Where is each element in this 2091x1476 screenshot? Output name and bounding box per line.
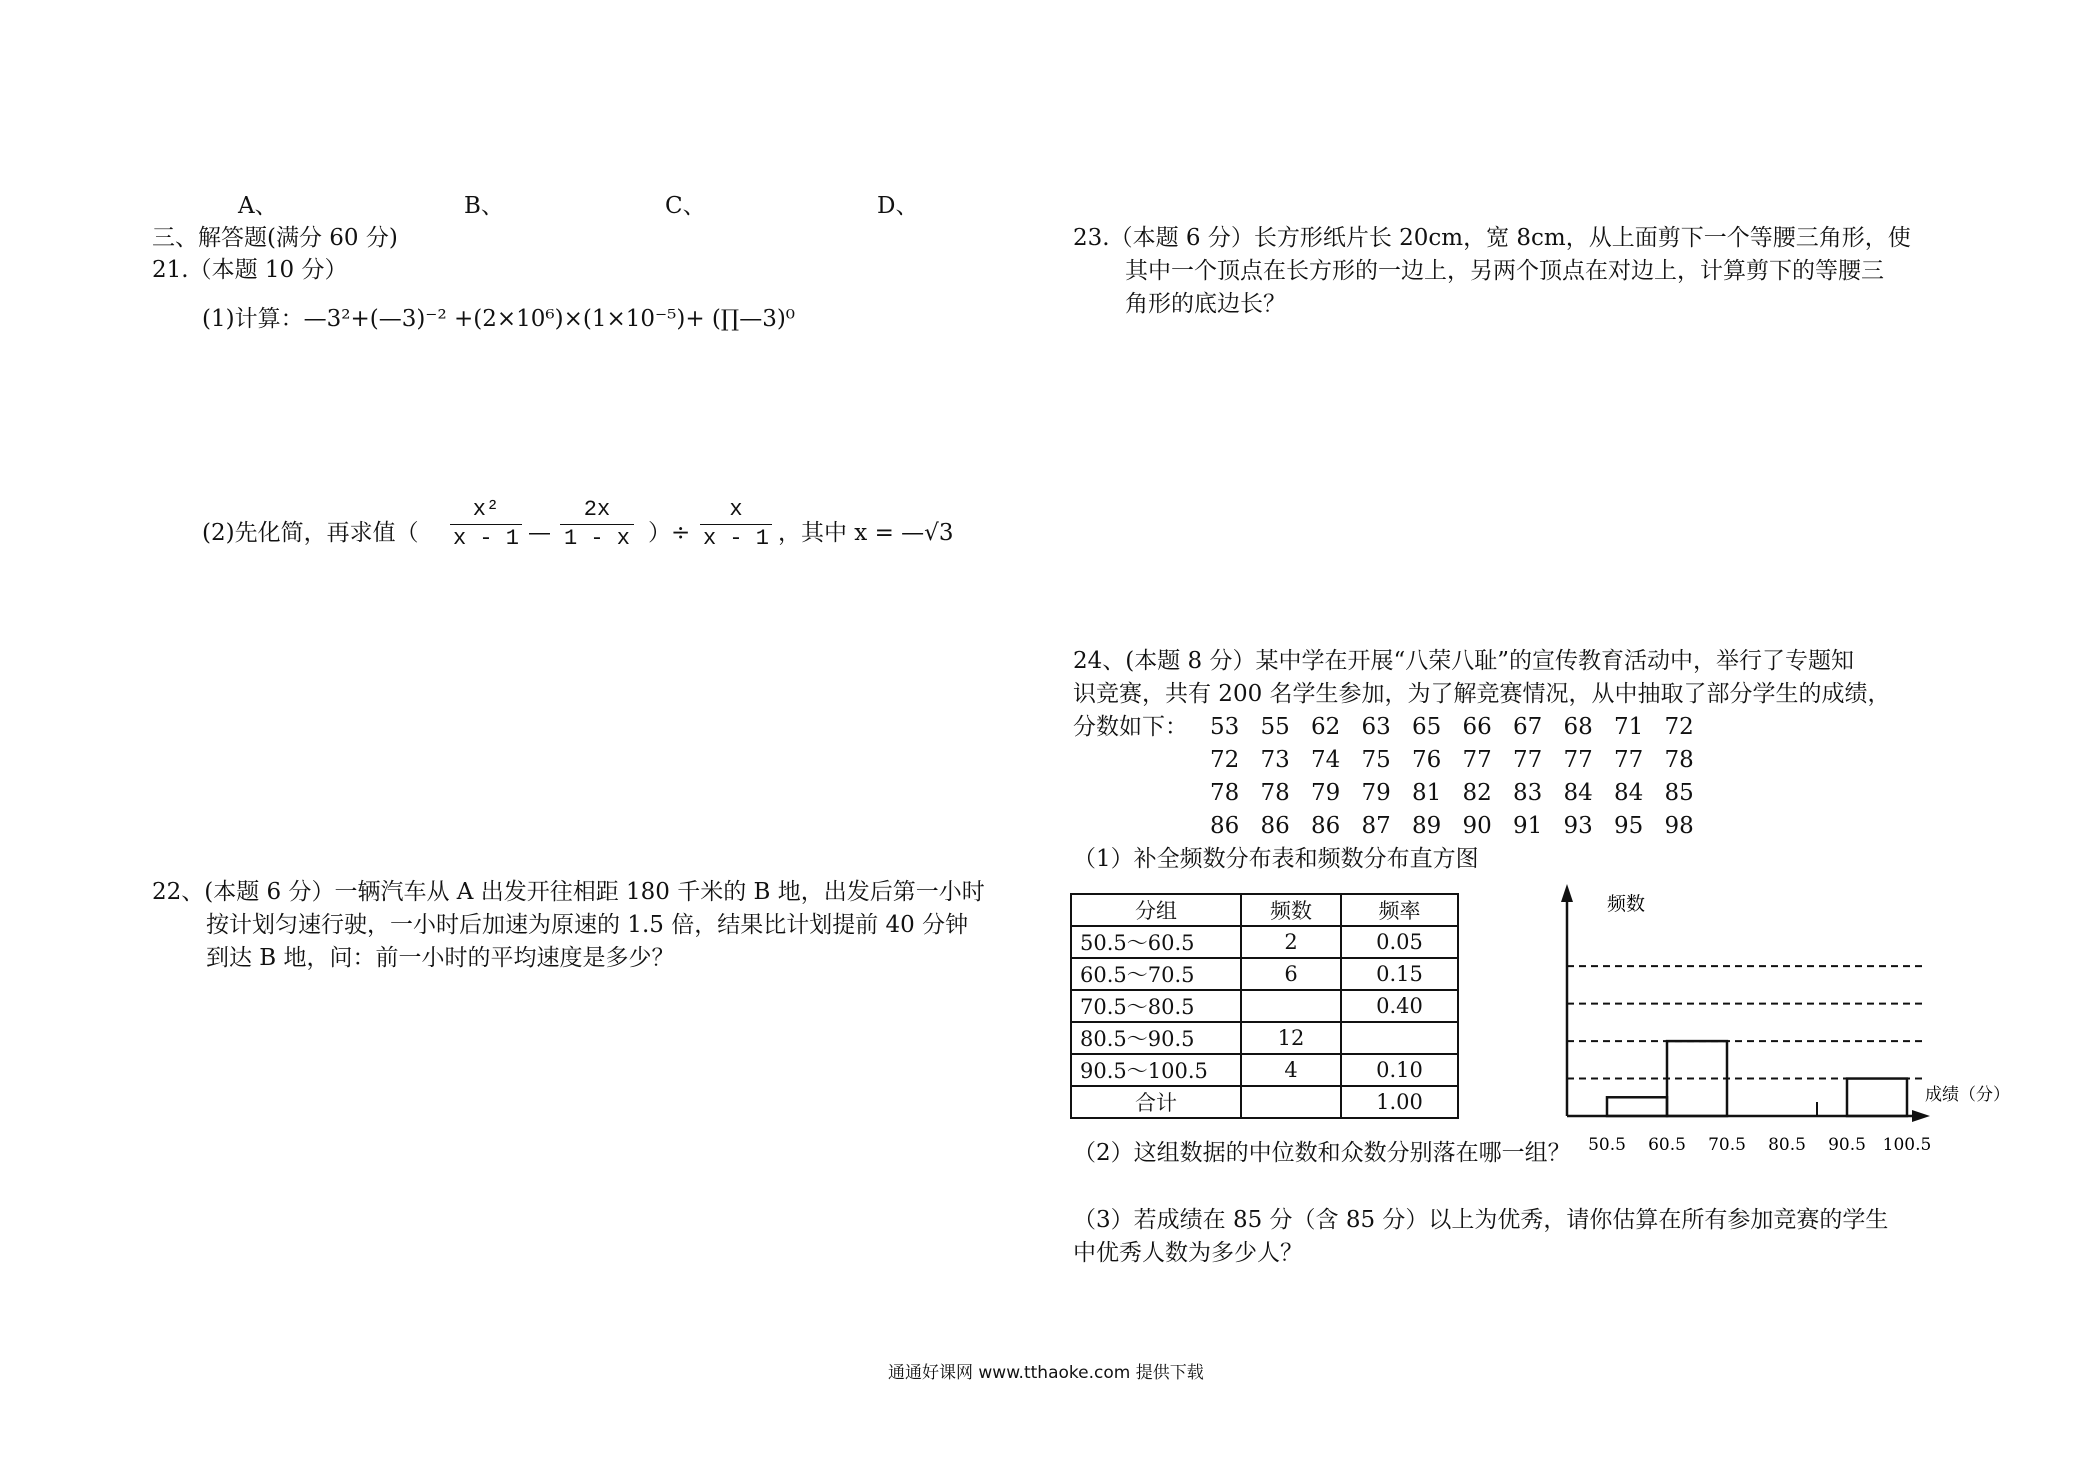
page-footer: 通通好课网 www.tthaoke.com 提供下载 (888, 1363, 1204, 1383)
table-row (1071, 1086, 1458, 1118)
q23-line-3: 角形的底边长？ (1125, 291, 1286, 317)
q21-part2-prefix: (2)先化简，再求值（ (202, 520, 419, 546)
table-cell: 0.05 (1341, 926, 1458, 958)
q22-line-3: 到达 B 地，问：前一小时的平均速度是多少？ (206, 945, 675, 971)
table-row (1071, 990, 1458, 1022)
x-tick-label: 60.5 (1648, 1135, 1686, 1155)
table-cell: 0.10 (1341, 1054, 1458, 1086)
q24-scores-label: 分数如下： (1073, 714, 1188, 740)
table-cell: 2 (1241, 926, 1341, 958)
table-cell: 70.5～80.5 (1071, 990, 1241, 1022)
table-row (1071, 1022, 1458, 1054)
table-cell (1241, 1086, 1341, 1118)
q21-part1 (202, 303, 795, 336)
table-row (1071, 1054, 1458, 1086)
table-cell: 12 (1241, 1022, 1341, 1054)
q24-line-2: 识竞赛，共有 200 名学生参加，为了解竞赛情况，从中抽取了部分学生的成绩， (1073, 681, 1891, 707)
choice-c: C、 (665, 193, 706, 219)
q24-sub-question-3-line-1: （3）若成绩在 85 分（含 85 分）以上为优秀，请你估算在所有参加竞赛的学生 (1073, 1207, 1889, 1233)
table-cell: 1.00 (1341, 1086, 1458, 1118)
x-tick-label: 50.5 (1588, 1135, 1626, 1155)
q21-divide: ）÷ (648, 520, 691, 546)
table-cell: 90.5～100.5 (1071, 1054, 1241, 1086)
table-row (1071, 958, 1458, 990)
fraction-3-denominator: x - 1 (702, 526, 769, 551)
x-tick-label: 70.5 (1708, 1135, 1746, 1155)
q23-line-2: 其中一个顶点在长方形的一边上，另两个顶点在对边上，计算剪下的等腰三 (1125, 258, 1884, 284)
histogram-bar (1847, 1079, 1907, 1116)
q22-line-2: 按计划匀速行驶，一小时后加速为原速的 1.5 倍，结果比计划提前 40 分钟 (206, 912, 969, 938)
table-header: 频率 (1341, 894, 1458, 926)
x-axis-arrow (1912, 1110, 1930, 1122)
table-row (1071, 926, 1458, 958)
table-cell: 0.40 (1341, 990, 1458, 1022)
fraction-2-denominator: 1 - x (563, 526, 630, 551)
q21-part2-suffix: ，其中 x = —√3 (778, 520, 954, 546)
y-axis-arrow (1561, 884, 1573, 902)
fraction-2-numerator: 2x (583, 497, 611, 522)
frequency-table (1070, 893, 1459, 1119)
q21-fraction-1 (450, 496, 522, 553)
fraction-1-numerator: x² (472, 497, 500, 522)
table-cell: 60.5～70.5 (1071, 958, 1241, 990)
section-title: 三、解答题(满分 60 分) (152, 225, 398, 251)
q21-part1-prefix: (1)计算： (202, 306, 304, 332)
x-tick-label: 80.5 (1768, 1135, 1806, 1155)
table-cell: 6 (1241, 958, 1341, 990)
q21-heading: 21.（本题 10 分） (152, 257, 348, 283)
q21-minus-sign: — (528, 520, 551, 546)
table-cell: 0.15 (1341, 958, 1458, 990)
choice-a: A、 (238, 193, 278, 219)
q24-line-1: 24、(本题 8 分）某中学在开展“八荣八耻”的宣传教育活动中，举行了专题知 (1073, 648, 1855, 674)
q24-sub-question-2: （2）这组数据的中位数和众数分别落在哪一组？ (1073, 1140, 1571, 1166)
scores-row-4: 86 86 86 87 89 90 91 93 95 98 (1210, 813, 1694, 839)
scores-row-2: 72 73 74 75 76 77 77 77 77 78 (1210, 747, 1694, 773)
table-cell: 合计 (1071, 1086, 1241, 1118)
table-cell (1341, 1022, 1458, 1054)
q21-fraction-3 (700, 496, 772, 553)
table-header: 频数 (1241, 894, 1341, 926)
table-header: 分组 (1071, 894, 1241, 926)
x-tick-label: 100.5 (1882, 1135, 1932, 1155)
q24-scores (1210, 711, 1715, 843)
table-cell: 80.5～90.5 (1071, 1022, 1241, 1054)
q24-sub-question-3-line-2: 中优秀人数为多少人？ (1073, 1240, 1303, 1266)
fraction-1-denominator: x - 1 (452, 526, 519, 551)
histogram-bar (1607, 1097, 1667, 1116)
q21-part1-expression: —3²+(—3)⁻² +(2×10⁶)×(1×10⁻⁵)+ (∏—3)⁰ (303, 306, 796, 332)
x-tick-label: 90.5 (1828, 1135, 1866, 1155)
frequency-histogram (1545, 880, 2025, 1170)
q22-line-1: 22、(本题 6 分）一辆汽车从 A 出发开往相距 180 千米的 B 地，出发后第一小时 (152, 879, 985, 905)
q24-sub-question-1: （1）补全频数分布表和频数分布直方图 (1073, 846, 1479, 872)
fraction-3-numerator: x (729, 497, 743, 522)
choice-b: B、 (464, 193, 504, 219)
table-cell (1241, 990, 1341, 1022)
table-cell: 4 (1241, 1054, 1341, 1086)
scores-row-3: 78 78 79 79 81 82 83 84 84 85 (1210, 780, 1694, 806)
q23-line-1: 23.（本题 6 分）长方形纸片长 20cm，宽 8cm，从上面剪下一个等腰三角形，使 (1073, 225, 1911, 251)
x-axis-label: 成绩（分） (1925, 1085, 2010, 1105)
table-cell: 50.5～60.5 (1071, 926, 1241, 958)
q21-fraction-2 (560, 496, 634, 553)
y-axis-label: 频数 (1607, 893, 1646, 915)
table-header-row (1071, 894, 1458, 926)
choice-d: D、 (877, 193, 919, 219)
scores-row-1: 53 55 62 63 65 66 67 68 71 72 (1210, 714, 1694, 740)
